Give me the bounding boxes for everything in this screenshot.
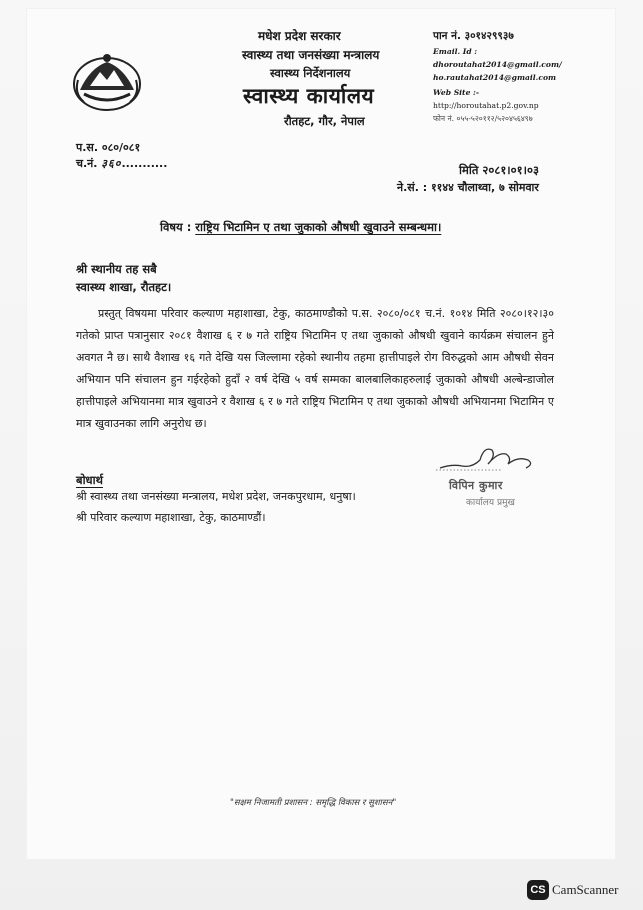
nepal-emblem-icon bbox=[70, 50, 144, 114]
subject-text: राष्ट्रिय भिटामिन ए तथा जुकाको औषधी खुवाउने सम्बन्धमा। bbox=[195, 220, 442, 234]
date-bs: मिति २०८१।०१।०३ bbox=[459, 163, 539, 177]
signatory-name: विपिन कुमार bbox=[449, 479, 503, 492]
government-name: मधेश प्रदेश सरकार bbox=[258, 29, 341, 43]
handwritten-signature bbox=[432, 438, 542, 478]
date-nepal-sambat: ने.सं. : ११४४ चौलाथ्वा, ७ सोमवार bbox=[397, 181, 539, 194]
cc-recipient-2: श्री परिवार कल्याण महाशाखा, टेकु, काठमाण्डौं। bbox=[76, 511, 266, 524]
subject-line bbox=[160, 220, 441, 235]
camscanner-watermark: CamScanner bbox=[552, 882, 619, 897]
website-url: http://horoutahat.p2.gov.np bbox=[433, 101, 539, 110]
office-address: रौतहट, गौर, नेपाल bbox=[284, 114, 365, 128]
directorate-name: स्वास्थ्य निर्देशनालय bbox=[270, 66, 351, 80]
signatory-title: कार्यालय प्रमुख bbox=[466, 498, 515, 508]
website-label: Web Site :- bbox=[433, 88, 479, 97]
dispatch-label: च.नं. bbox=[76, 157, 102, 170]
addressee-line-2: स्वास्थ्य शाखा, रौतहट। bbox=[76, 280, 172, 294]
office-name: स्वास्थ्य कार्यालय bbox=[243, 84, 375, 108]
addressee-line-1: श्री स्थानीय तह सबै bbox=[76, 262, 157, 276]
email-label: Email. Id : bbox=[433, 47, 478, 56]
dispatch-value: ३६० bbox=[101, 157, 122, 170]
dispatch-dots: ........... bbox=[121, 157, 168, 170]
camscanner-logo-icon: CS bbox=[527, 880, 549, 900]
subject-label: विषय : bbox=[160, 220, 196, 234]
footer-motto: "सक्षम निजामती प्रशासन : समृद्धि विकास र सुशासन" bbox=[230, 798, 397, 808]
phone-number: फोन नं. ०५५-५२०११२/५२०४५६४९७ bbox=[433, 114, 533, 123]
reference-dispatch-number bbox=[76, 156, 167, 171]
letter-body bbox=[76, 303, 554, 435]
cc-heading: बोधार्थ bbox=[76, 473, 103, 487]
email-address-2: ho.rautahat2014@gmail.com bbox=[433, 73, 557, 82]
email-address-1: dhoroutahat2014@gmail.com/ bbox=[433, 60, 562, 69]
ministry-name: स्वास्थ्य तथा जनसंख्या मन्त्रालय bbox=[242, 48, 380, 62]
letter-body-text: प्रस्तुत् विषयमा परिवार कल्याण महाशाखा, टेकु, काठमाण्डौको प.स. २०८०/०८१ च.नं. १०१४ मिति २०८०।१२।३० गतेको प्राप्त पत्रानुसार २०८१ वैशाख ६ र ७ गते राष्ट्रिय भिटामिन ए तथा जुकाको औषधी खुवाने कार्यक्रम संचालन हुने अवगत नै छ। साथै वैशाख १६ गते देखि यस जिल्लामा रहेको स्थानीय तहमा हात्तीपाइले रोग विरुद्धको आम औषधी सेवन अभियान पनि संचालन हुन गईरहेको हुदाँ २ वर्ष देखि ५ वर्ष सम्मका बालबालिकाहरुलाई जुकाको औषधी अल्बेन्डाजोल हात्तीपाइले अभियानमा मात्र खुवाउने र वैशाख ६ र ७ गते राष्ट्रिय भिटामिन ए तथा जुकाको औषधी अभियानमा भिटामिन ए मात्र खुवाउनका लागि अनुरोध छ। bbox=[76, 307, 554, 430]
cc-recipient-1: श्री स्वास्थ्य तथा जनसंख्या मन्त्रालय, मधेश प्रदेश, जनकपुरधाम, धनुषा। bbox=[76, 490, 356, 503]
pan-number: पान नं. ३०१४२९९३७ bbox=[433, 30, 514, 42]
reference-fiscal-year: प.स. ०८०/०८१ bbox=[76, 141, 141, 154]
